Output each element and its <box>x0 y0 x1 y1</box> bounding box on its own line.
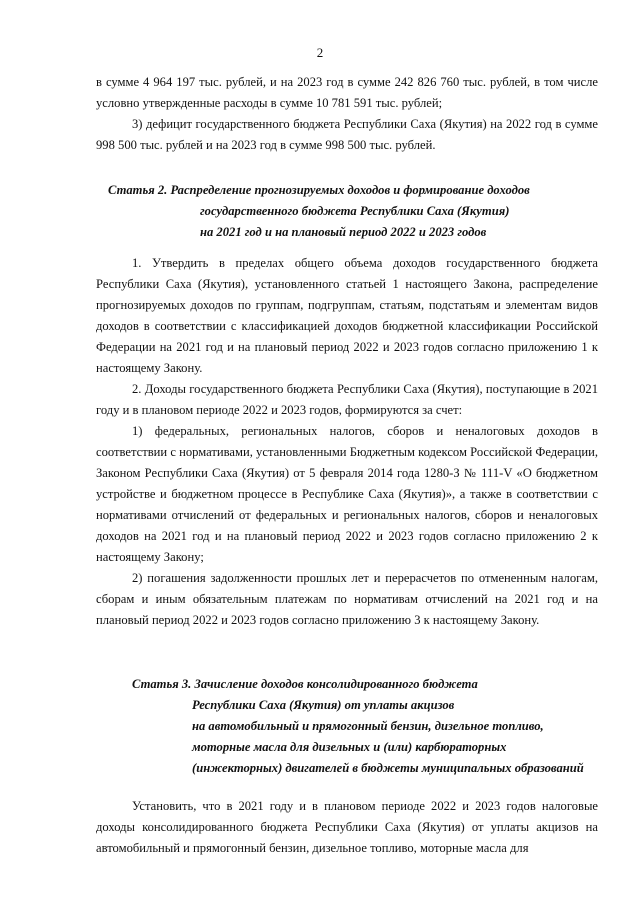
article-3-heading-line-4: моторные масла для дизельных и (или) карбюраторных <box>192 740 507 754</box>
article-3-heading-line-2: Республики Саха (Якутия) от уплаты акцизов <box>192 698 455 712</box>
article-2-heading-line-1: Статья 2. Распределение прогнозируемых доходов и формирование доходов <box>108 183 530 197</box>
article-2-heading <box>96 180 598 243</box>
article-2-body <box>96 253 598 631</box>
budget-expenses-paragraph: в сумме 4 964 197 тыс. рублей, и на 2023 год в сумме 242 826 760 тыс. рублей, в том числе условно утвержденные расходы в сумме 10 781 591 тыс. рублей; <box>96 75 598 110</box>
article-2-heading-line-2: государственного бюджета Республики Саха (Якутия) <box>200 204 510 218</box>
article-2-item-2: 2) погашения задолженности прошлых лет и перерасчетов по отмененным налогам, сборам и иным обязательным платежам по нормативам отчислений на 2021 год и на плановый период 2022 и 2023 годов согласно приложению 3 к настоящему Закону. <box>96 571 598 627</box>
article-3-heading-line-1: Статья 3. Зачисление доходов консолидированного бюджета <box>132 677 478 691</box>
page-number: 2 <box>316 45 324 60</box>
article-2-item-1: 1) федеральных, региональных налогов, сборов и неналоговых доходов в соответствии с нормативами, установленными Бюджетным кодексом Российской Федерации, Законом Республики Саха (Якутия) от 5 февраля 2014 года 1280-З № 111-V «О бюджетном устройстве и бюджетном процессе в Республике Саха (Якутия)», а также в соответствии с нормативами отчислений от федеральных и региональных налогов, сборов и неналоговых доходов на 2021 год и на плановый период 2022 и 2023 годов согласно приложению 2 к настоящему Закону; <box>96 424 598 564</box>
budget-deficit-paragraph: 3) дефицит государственного бюджета Республики Саха (Якутия) на 2022 год в сумме 998 500 тыс. рублей и на 2023 год в сумме 998 500 тыс. рублей. <box>96 117 598 152</box>
article-3-heading-line-5: (инжекторных) двигателей в бюджеты муниципальных образований <box>192 761 584 775</box>
article-3-paragraph-1: Установить, что в 2021 году и в плановом периоде 2022 и 2023 годов налоговые доходы консолидированного бюджета Республики Саха (Якутия) от уплаты акцизов на автомобильный и прямогонный бензин, дизельное топливо, моторные масла для <box>96 799 598 855</box>
article-2-paragraph-1: 1. Утвердить в пределах общего объема доходов государственного бюджета Республики Саха (Якутия), установленного статьей 1 настоящего Закона, распределение прогнозируемых доходов по группам, подгруппам, статьям, подстатьям и элементам видов доходов в соответствии с классификацией доходов бюджетной классификации Российской Федерации на 2021 год и на плановый период 2022 и 2023 годов согласно приложению 1 к настоящему Закону. <box>96 256 598 375</box>
article-3-heading-line-3: на автомобильный и прямогонный бензин, дизельное топливо, <box>192 719 544 733</box>
article-3-heading <box>96 674 598 779</box>
article-2-paragraph-2: 2. Доходы государственного бюджета Республики Саха (Якутия), поступающие в 2021 году и в плановом периоде 2022 и 2023 годов, формируются за счет: <box>96 382 598 417</box>
article-2-heading-line-3: на 2021 год и на плановый период 2022 и 2023 годов <box>200 225 487 239</box>
intro-section <box>96 72 598 156</box>
article-3-body <box>96 796 598 859</box>
